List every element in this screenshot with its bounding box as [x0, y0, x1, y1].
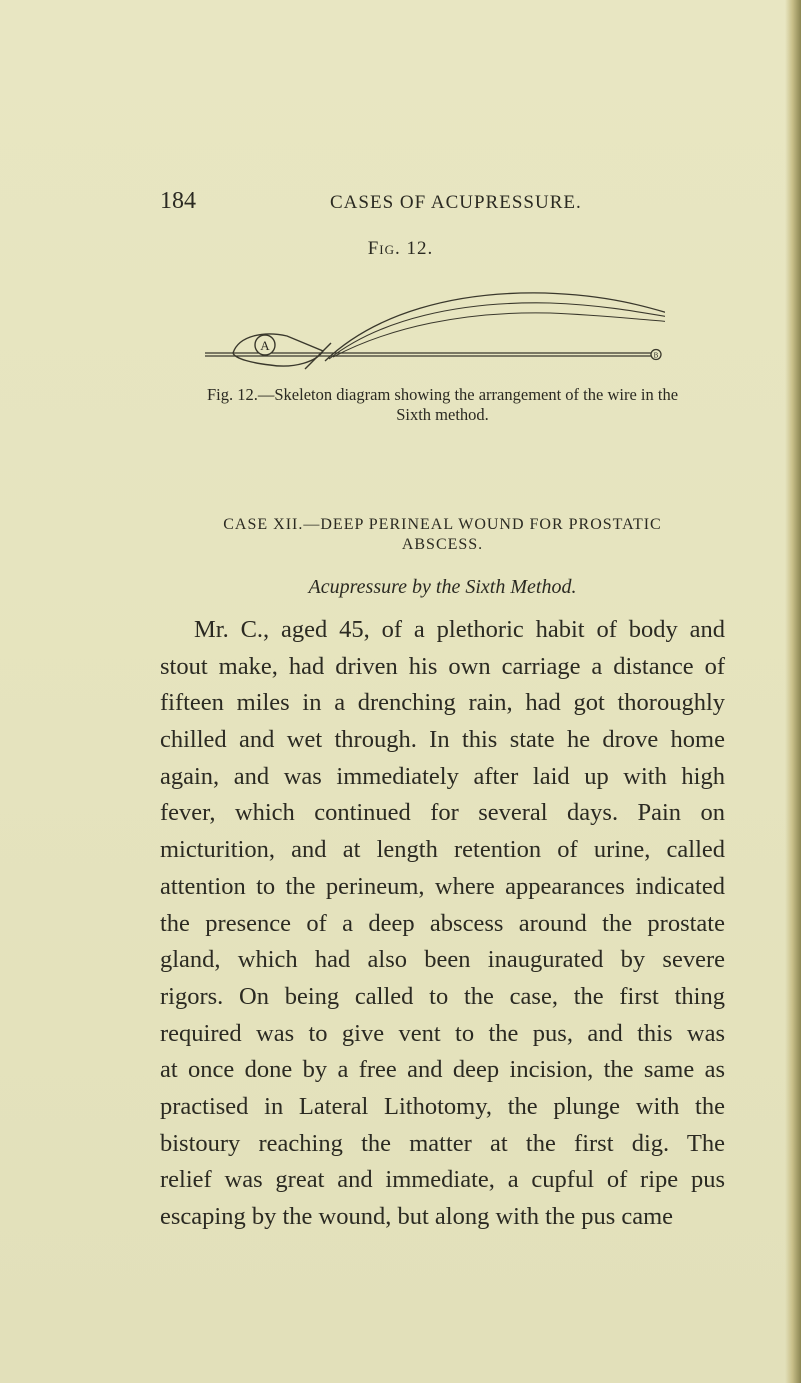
page-header	[160, 188, 720, 218]
wire-arc-middle	[329, 303, 665, 359]
text-line: practised in Lateral Lithotomy, the plunge with the	[160, 1092, 725, 1120]
wire-loop	[233, 334, 323, 366]
text-line: required was to give vent to the pus, and this was	[160, 1019, 725, 1047]
case-heading-line: CASE XII.—DEEP PERINEAL WOUND FOR PROSTATIC	[223, 516, 662, 533]
text-line: attention to the perineum, where appearances indicated	[160, 872, 725, 900]
case-heading	[160, 515, 725, 555]
page-edge-shadow	[785, 0, 801, 1383]
page-number: 184	[160, 188, 196, 214]
text-line: rigors. On being called to the case, the first thing	[160, 982, 725, 1010]
text-line: chilled and wet through. In this state he drove home	[160, 726, 725, 754]
wire-skeleton-diagram	[205, 283, 665, 378]
body-paragraph	[160, 612, 725, 1236]
text-line: gland, which had also been inaugurated by severe	[160, 946, 725, 974]
wire-arc-outer	[325, 293, 665, 361]
text-line: fever, which continued for several days. Pain on	[160, 799, 725, 827]
text-line: fifteen miles in a drenching rain, had got thoroughly	[160, 689, 725, 717]
text-line: escaping by the wound, but along with the pus came	[160, 1203, 674, 1230]
figure-caption	[160, 385, 725, 425]
text-line: again, and was immediately after laid up with high	[160, 762, 725, 790]
text-line: Mr. C., aged 45, of a plethoric habit of body and	[194, 616, 725, 643]
figure-label: Fig. 12.	[367, 238, 434, 259]
case-heading-line: ABSCESS.	[401, 536, 484, 553]
text-line: bistoury reaching the matter at the first dig. The	[160, 1129, 725, 1157]
case-subtitle: Acupressure by the Sixth Method.	[308, 576, 577, 598]
text-line: at once done by a free and deep incision, the same as	[160, 1056, 725, 1084]
marker-b-letter: B	[653, 351, 659, 360]
text-line: stout make, had driven his own carriage a distance of	[160, 652, 725, 680]
figure-caption-line: Fig. 12.—Skeleton diagram showing the arrangement of the wire in the	[206, 385, 679, 404]
wire-arc-inner	[333, 313, 665, 357]
text-line: micturition, and at length retention of urine, called	[160, 836, 725, 864]
text-line: the presence of a deep abscess around the prostate	[160, 909, 725, 937]
text-line: relief was great and immediate, a cupful of ripe pus	[160, 1166, 725, 1194]
running-title: CASES OF ACUPRESSURE.	[330, 192, 582, 213]
figure-caption-line: Sixth method.	[396, 405, 489, 424]
marker-a-letter: A	[260, 338, 270, 353]
